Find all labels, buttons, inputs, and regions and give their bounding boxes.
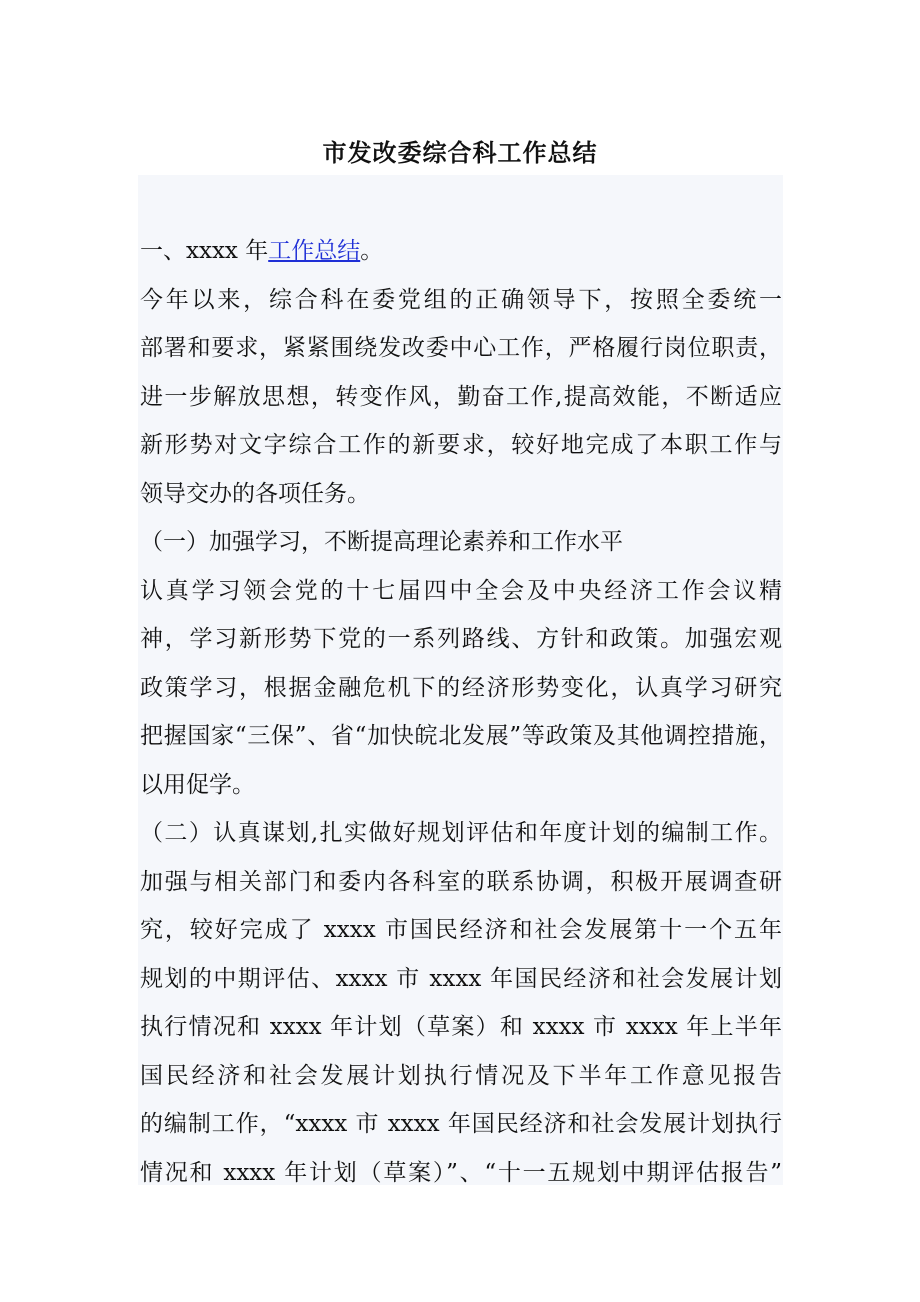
heading-prefix: 一、xxxx 年 [140, 238, 269, 264]
document-body [140, 227, 782, 1197]
text-line: 以用促学。 [140, 771, 255, 798]
text-line: 领导交办的各项任务。 [140, 480, 370, 507]
text-line: 规划的中期评估、xxxx 市 xxxx 年国民经济和社会发展计划 [140, 965, 782, 992]
document-title: 市发改委综合科工作总结 [322, 138, 598, 167]
text-line: 进一步解放思想，转变作风，勤奋工作,提高效能，不断适应 [140, 383, 782, 410]
text-line: 政策学习，根据金融危机下的经济形势变化，认真学习研究 [140, 674, 782, 701]
text-line: （二）认真谋划,扎实做好规划评估和年度计划的编制工作。 [140, 820, 782, 846]
text-line: 执行情况和 xxxx 年计划（草案）和 xxxx 市 xxxx 年上半年 [140, 1014, 782, 1040]
heading-suffix: 。 [360, 238, 384, 264]
text-line: 国民经济和社会发展计划执行情况及下半年工作意见报告 [140, 1062, 782, 1089]
text-line: 部署和要求，紧紧围绕发改委中心工作，严格履行岗位职责， [140, 335, 782, 361]
text-line: 认真学习领会党的十七届四中全会及中央经济工作会议精 [140, 577, 782, 604]
text-line: 的编制工作，“xxxx 市 xxxx 年国民经济和社会发展计划执行 [140, 1111, 782, 1137]
text-line: （一）加强学习，不断提高理论素养和工作水平 [140, 529, 623, 555]
work-summary-link[interactable]: 工作总结 [268, 238, 361, 264]
paragraph-lines [140, 276, 782, 1198]
text-line: 加强与相关部门和委内各科室的联系协调，积极开展调查研 [140, 868, 782, 895]
text-line: 情况和 xxxx 年计划（草案）”、“十一五规划中期评估报告” [140, 1159, 782, 1186]
section-heading [140, 227, 782, 276]
text-line: 把握国家“三保”、省“加快皖北发展”等政策及其他调控措施， [140, 723, 782, 749]
text-line: 究，较好完成了 xxxx 市国民经济和社会发展第十一个五年 [140, 917, 782, 943]
text-line: 今年以来，综合科在委党组的正确领导下，按照全委统一 [140, 286, 782, 313]
text-line: 新形势对文字综合工作的新要求，较好地完成了本职工作与 [140, 432, 782, 458]
text-line: 神，学习新形势下党的一系列路线、方针和政策。加强宏观 [140, 626, 782, 652]
